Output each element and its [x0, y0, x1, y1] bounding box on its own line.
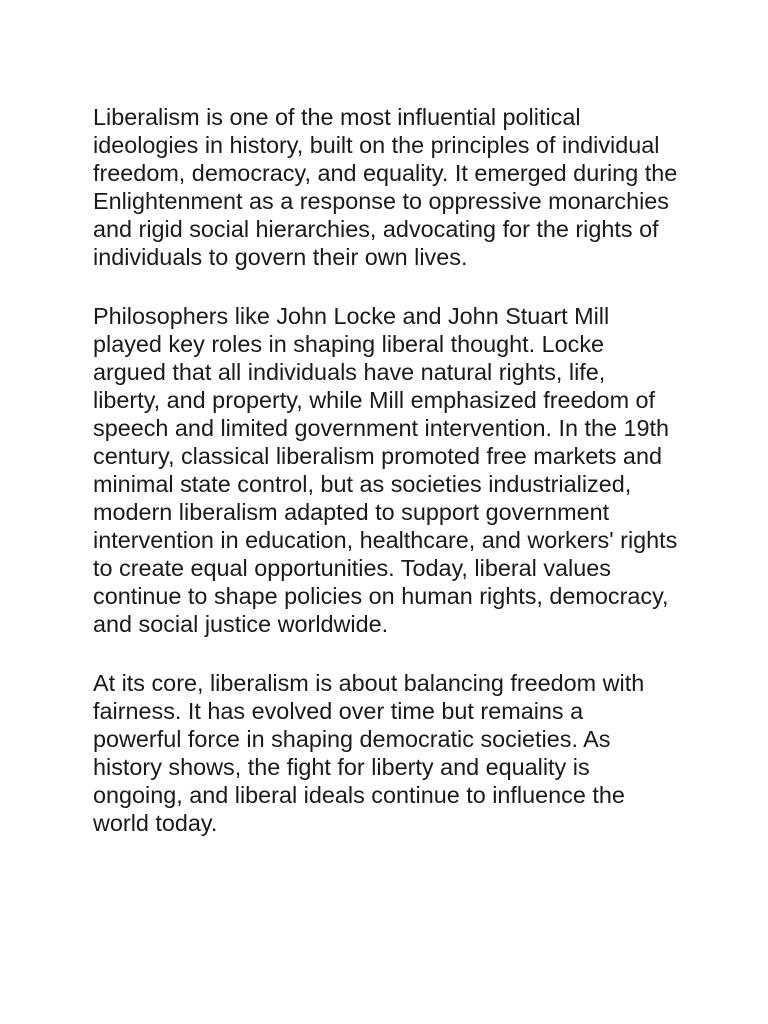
paragraph-intro: Liberalism is one of the most influential political ideologies in history, built on the principles of individual freedom, democracy, and equality. It emerged during the Enlightenment as a response to oppressive monarchies and rigid social hierarchies, advocating for the rights of individuals to govern their own lives. — [93, 104, 678, 270]
paragraph-philosophers: Philosophers like John Locke and John Stuart Mill played key roles in shaping liberal thought. Locke argued that all individuals have natural rights, life, liberty, and property, while Mill emphasized freedom of speech and limited government intervention. In the 19th century, classical liberalism promoted free markets and minimal state control, but as societies industrialized, modern liberalism adapted to support government intervention in education, healthcare, and workers' rights to create equal opportunities. Today, liberal values continue to shape policies on human rights, democracy, and social justice worldwide. — [93, 303, 678, 637]
document-body — [93, 103, 678, 837]
paragraph-conclusion: At its core, liberalism is about balancing freedom with fairness. It has evolved over time but remains a powerful force in shaping democratic societies. As history shows, the fight for liberty and equality is ongoing, and liberal ideals continue to influence the world today. — [93, 670, 645, 836]
